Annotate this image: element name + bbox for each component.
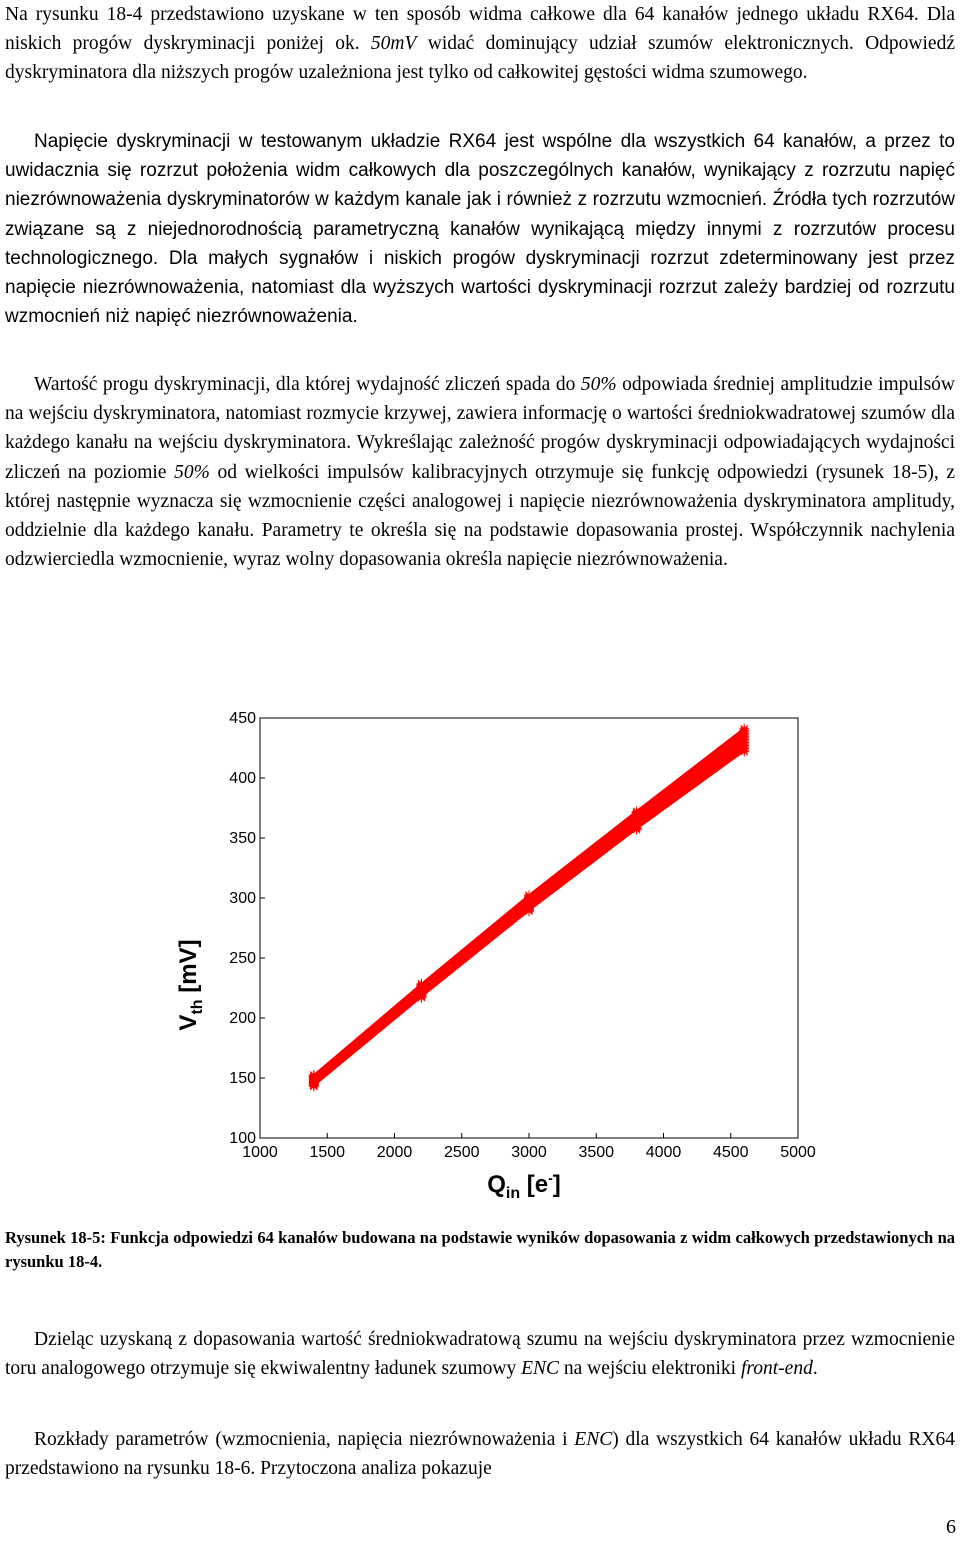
x-tick-label: 4000 <box>645 1144 682 1161</box>
enc-term-a: ENC <box>521 1358 560 1380</box>
y-tick-label: 250 <box>229 950 256 967</box>
paragraph-3 <box>5 370 955 574</box>
x-tick-label: 2000 <box>376 1144 413 1161</box>
paragraph-5-a: Rozkłady parametrów (wzmocnienia, napięcia niezrównoważenia i <box>34 1429 575 1450</box>
paragraph-3-b: odpowiada średniej amplitudzie impulsów na wejściu dyskryminatora, natomiast rozmycie krzywej, zawiera informację o wartości średniokwadratowej szumów dla każdego kanału na wejściu dyskryminatora. Wykreślając zależność progów dyskryminacji odpowiadających wydajności zliczeń na poziomie <box>5 374 955 483</box>
y-axis-label: $V_{th}$ [mV] <box>175 939 206 1031</box>
x-tick-label: 1000 <box>242 1144 278 1161</box>
x-tick-label: 3000 <box>511 1144 547 1161</box>
paragraph-4-c: . <box>812 1358 818 1380</box>
paragraph-1-text: Na rysunku 18-4 przedstawiono uzyskane w ten sposób widma całkowe dla 64 kanałów jednego układu RX64. Dla niskich progów dyskryminacji poniżej ok. <box>5 4 955 55</box>
paragraph-3-c: od wielkości impulsów kalibracyjnych otrzymuje się funkcję odpowiedzi (rysunek 18-5), z której następnie wyznacza się wzmocnienie części analogowej i napięcie niezrównoważenia dyskryminatora amplitudy, oddzielnie dla każdego kanału. Parametry te określa się na podstawie dopasowania prostej. Współczynnik nachylenia odzwierciedla wzmocnienie, wyraz wolny dopasowania określa napięcie niezrównoważenia. <box>5 461 955 571</box>
paragraph-4 <box>5 1325 955 1383</box>
y-tick-label: 350 <box>229 830 256 847</box>
response-function-chart <box>0 690 960 1210</box>
paragraph-4-b: na wejściu elektroniki <box>559 1358 741 1380</box>
x-tick-label: 3500 <box>578 1144 615 1161</box>
y-tick-label: 200 <box>229 1010 256 1027</box>
paragraph-1-rest: widać dominujący udział szumów elektronicznych. Odpowiedź dyskryminatora dla niższych progów uzależniona jest tylko od całkowitej gęstości widma szumowego. <box>5 33 955 84</box>
x-tick-label: 2500 <box>443 1144 480 1161</box>
paragraph-5-b: ) dla wszystkich 64 kanałów układu RX64 przedstawiono na rysunku 18-6. Przytoczona analiza pokazuje <box>5 1429 955 1480</box>
figure-caption: Rysunek 18-5: Funkcja odpowiedzi 64 kanałów budowana na podstawie wyników dopasowania z widm całkowych przedstawionych na rysunku 18-4. <box>5 1228 955 1271</box>
paragraph-3-a: Wartość progu dyskryminacji, dla której wydajność zliczeń spada do <box>34 374 581 395</box>
y-tick-label: 400 <box>229 770 256 787</box>
y-tick-label: 150 <box>229 1070 256 1087</box>
paragraph-2: Napięcie dyskryminacji w testowanym układzie RX64 jest wspólne dla wszystkich 64 kanałów, a przez to uwidacznia się rozrzut położenia widm całkowych dla poszczególnych kanałów, wynikający z rozrzutu napięć niezrównoważenia dyskryminatorów w każdym kanale jak i również z rozrzutu wzmocnień. Źródła tych rozrzutów związane są z niejednorodnością parametryczną kanałów wynikającą między innymi z rozrzutów procesu technologicznego. Dla małych sygnałów i niskich progów dyskryminacji rozrzut zdeterminowany jest przez napięcie niezrównoważenia, natomiast dla wyższych wartości dyskryminacji rozrzut zależy bardziej od rozrzutu wzmocnień niż napięć niezrównoważenia. <box>5 131 955 328</box>
enc-term-b: ENC <box>574 1429 613 1450</box>
y-tick-label: 450 <box>229 710 256 727</box>
paragraph-1 <box>5 0 955 88</box>
x-tick-label: 4500 <box>712 1144 749 1161</box>
y-tick-label: 100 <box>229 1130 256 1147</box>
paragraph-4-a: Dzieląc uzyskaną z dopasowania wartość średniokwadratową szumu na wejściu dyskryminatora przez wzmocnienie toru analogowego otrzymuje się ekwiwalentny ładunek szumowy <box>5 1329 955 1380</box>
percent-50-a: 50% <box>580 374 617 395</box>
page-number: 6 <box>946 1516 956 1538</box>
percent-50-b: 50% <box>174 461 210 483</box>
front-end-term: front-end <box>740 1358 813 1380</box>
x-axis-label: $Q_{in}$ [e-] <box>487 1170 561 1202</box>
plot-frame <box>260 718 798 1138</box>
x-tick-label: 1500 <box>309 1144 346 1161</box>
unit-50mv: 50mV <box>370 33 417 55</box>
x-tick-label: 5000 <box>780 1144 816 1161</box>
y-tick-label: 300 <box>229 890 256 907</box>
paragraph-5 <box>5 1425 955 1483</box>
